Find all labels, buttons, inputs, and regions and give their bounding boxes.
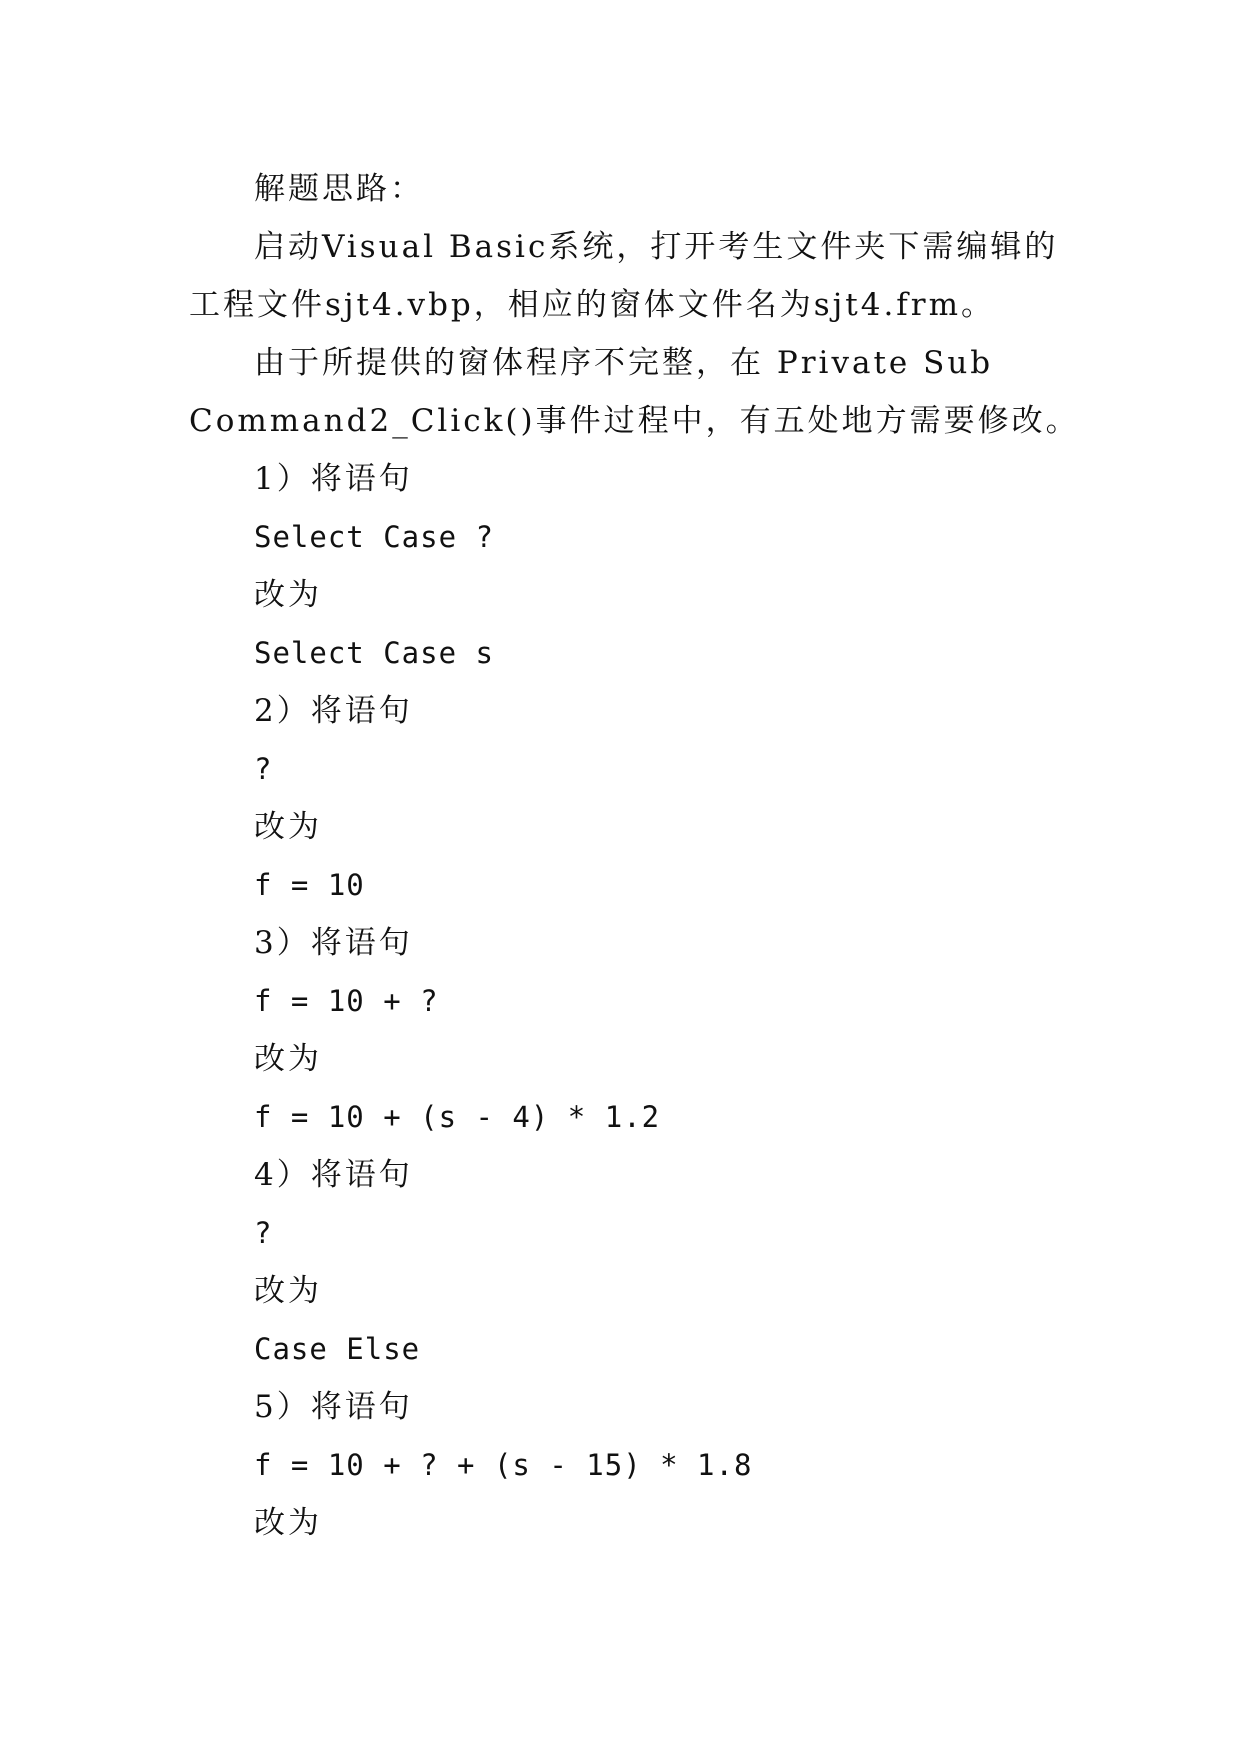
step-5-label: 5）将语句: [254, 1389, 413, 1425]
step-2-new-code: f = 10: [254, 868, 365, 902]
paragraph-1-line-1: 启动Visual Basic系统，打开考生文件夹下需编辑的: [254, 229, 1059, 265]
step-4-original-code: ?: [254, 1216, 273, 1250]
document-body: [189, 160, 1080, 1552]
step-3-label: 3）将语句: [254, 925, 413, 961]
step-4-new-code: Case Else: [254, 1332, 421, 1366]
step-2-label: 2）将语句: [254, 693, 413, 729]
step-4-change-label: 改为: [254, 1273, 322, 1309]
step-4-label: 4）将语句: [254, 1157, 413, 1193]
step-5-change-label: 改为: [254, 1505, 322, 1541]
step-5-original-code: f = 10 + ? + (s - 15) * 1.8: [254, 1448, 753, 1482]
step-3-new-code: f = 10 + (s - 4) * 1.2: [254, 1100, 661, 1134]
paragraph-2-line-2: Command2_Click()事件过程中，有五处地方需要修改。: [189, 403, 1080, 439]
step-3-original-code: f = 10 + ?: [254, 984, 439, 1018]
step-1-original-code: Select Case ?: [254, 520, 494, 554]
section-heading: 解题思路：: [254, 171, 424, 207]
step-1-label: 1）将语句: [254, 461, 413, 497]
paragraph-2-line-1: 由于所提供的窗体程序不完整，在 Private Sub: [254, 345, 994, 381]
paragraph-1-line-2: 工程文件sjt4.vbp，相应的窗体文件名为sjt4.frm。: [189, 287, 995, 323]
step-1-new-code: Select Case s: [254, 636, 494, 670]
step-2-original-code: ?: [254, 752, 273, 786]
step-3-change-label: 改为: [254, 1041, 322, 1077]
step-1-change-label: 改为: [254, 577, 322, 613]
step-2-change-label: 改为: [254, 809, 322, 845]
